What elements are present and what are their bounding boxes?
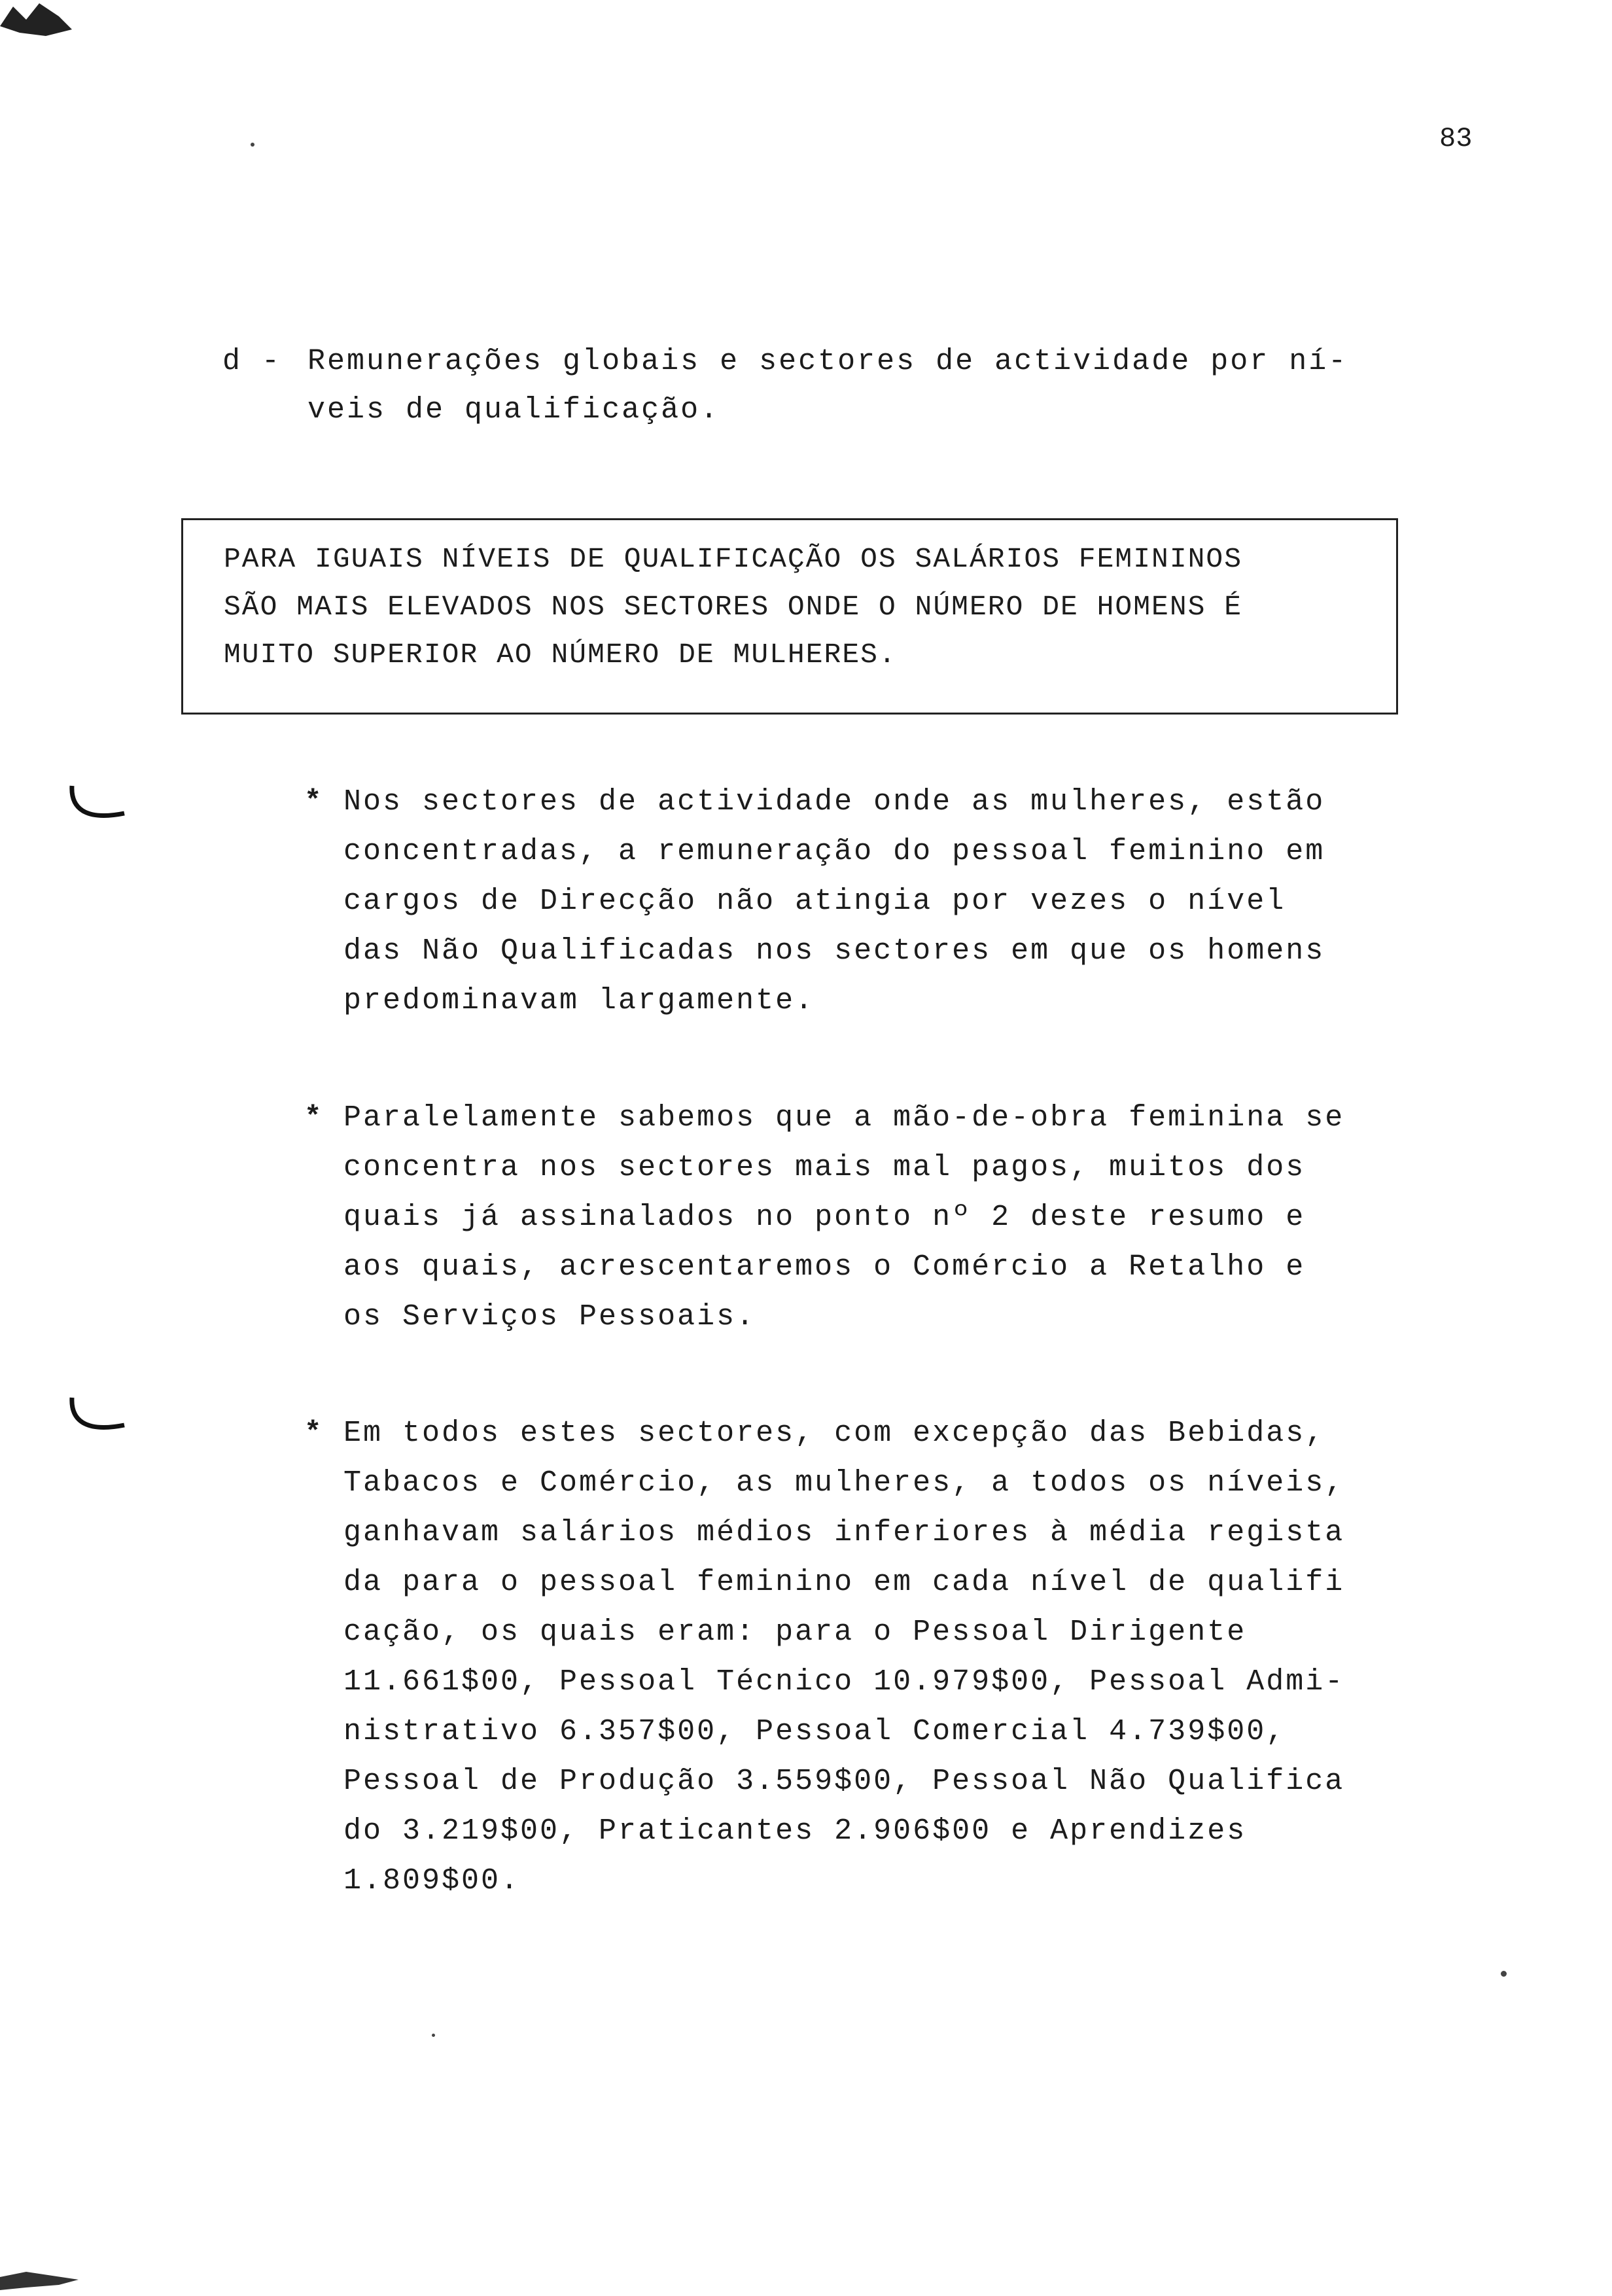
paragraph-line: da para o pessoal feminino em cada nível de qualifi [343, 1566, 1345, 1599]
paragraph-line: 1.809$00. [343, 1864, 521, 1898]
paragraph-line: 11.661$00, Pessoal Técnico 10.979$00, Pessoal Admi- [343, 1665, 1345, 1699]
scan-speck [251, 143, 254, 147]
heading-line: veis de qualificação. [307, 393, 720, 427]
margin-bracket-2 [65, 1394, 137, 1439]
paragraph-line: Pessoal de Produção 3.559$00, Pessoal Não Qualifica [343, 1765, 1345, 1798]
paragraph-line: predominavam largamente. [343, 984, 815, 1017]
scan-artifact-bottom-left [0, 2270, 85, 2293]
scan-artifact-top-left [0, 0, 79, 39]
paragraph-line: aos quais, acrescentaremos o Comércio a Retalho e [343, 1250, 1306, 1284]
paragraph-line: concentra nos sectores mais mal pagos, muitos dos [343, 1151, 1306, 1184]
paragraph-line: cargos de Direcção não atingia por vezes o nível [343, 885, 1286, 918]
boxed-statement-line: MUITO SUPERIOR AO NÚMERO DE MULHERES. [224, 639, 897, 671]
paragraph-line: do 3.219$00, Praticantes 2.906$00 e Aprendizes [343, 1814, 1247, 1848]
paragraph-line: Nos sectores de actividade onde as mulheres, estão [343, 785, 1325, 819]
paragraph-line: concentradas, a remuneração do pessoal feminino em [343, 835, 1325, 868]
bullet-asterisk: * [304, 1101, 322, 1134]
boxed-statement-line: PARA IGUAIS NÍVEIS DE QUALIFICAÇÃO OS SALÁRIOS FEMININOS [224, 543, 1243, 575]
paragraph-line: Paralelamente sabemos que a mão-de-obra feminina se [343, 1101, 1345, 1135]
bullet-asterisk: * [304, 785, 322, 818]
scan-speck [1501, 1971, 1507, 1977]
scan-speck [432, 2034, 435, 2037]
paragraph-line: os Serviços Pessoais. [343, 1300, 756, 1333]
paragraph-line: cação, os quais eram: para o Pessoal Dirigente [343, 1616, 1247, 1649]
paragraph-line: Tabacos e Comércio, as mulheres, a todos os níveis, [343, 1466, 1345, 1500]
paragraph-line: das Não Qualificadas nos sectores em que os homens [343, 934, 1325, 968]
bullet-asterisk: * [304, 1417, 322, 1449]
page-number: 83 [1439, 123, 1473, 154]
paragraph-line: nistrativo 6.357$00, Pessoal Comercial 4.739$00, [343, 1715, 1286, 1748]
paragraph-line: ganhavam salários médios inferiores à média regista [343, 1516, 1345, 1549]
paragraph-line: quais já assinalados no ponto nº 2 deste resumo e [343, 1201, 1306, 1234]
boxed-statement [181, 518, 1398, 715]
boxed-statement-line: SÃO MAIS ELEVADOS NOS SECTORES ONDE O NÚMERO DE HOMENS É [224, 591, 1243, 623]
heading-line: Remunerações globais e sectores de actividade por ní- [307, 345, 1348, 378]
heading-marker: d - [222, 345, 282, 378]
margin-bracket-1 [65, 782, 137, 828]
paragraph-line: Em todos estes sectores, com excepção das Bebidas, [343, 1417, 1325, 1450]
